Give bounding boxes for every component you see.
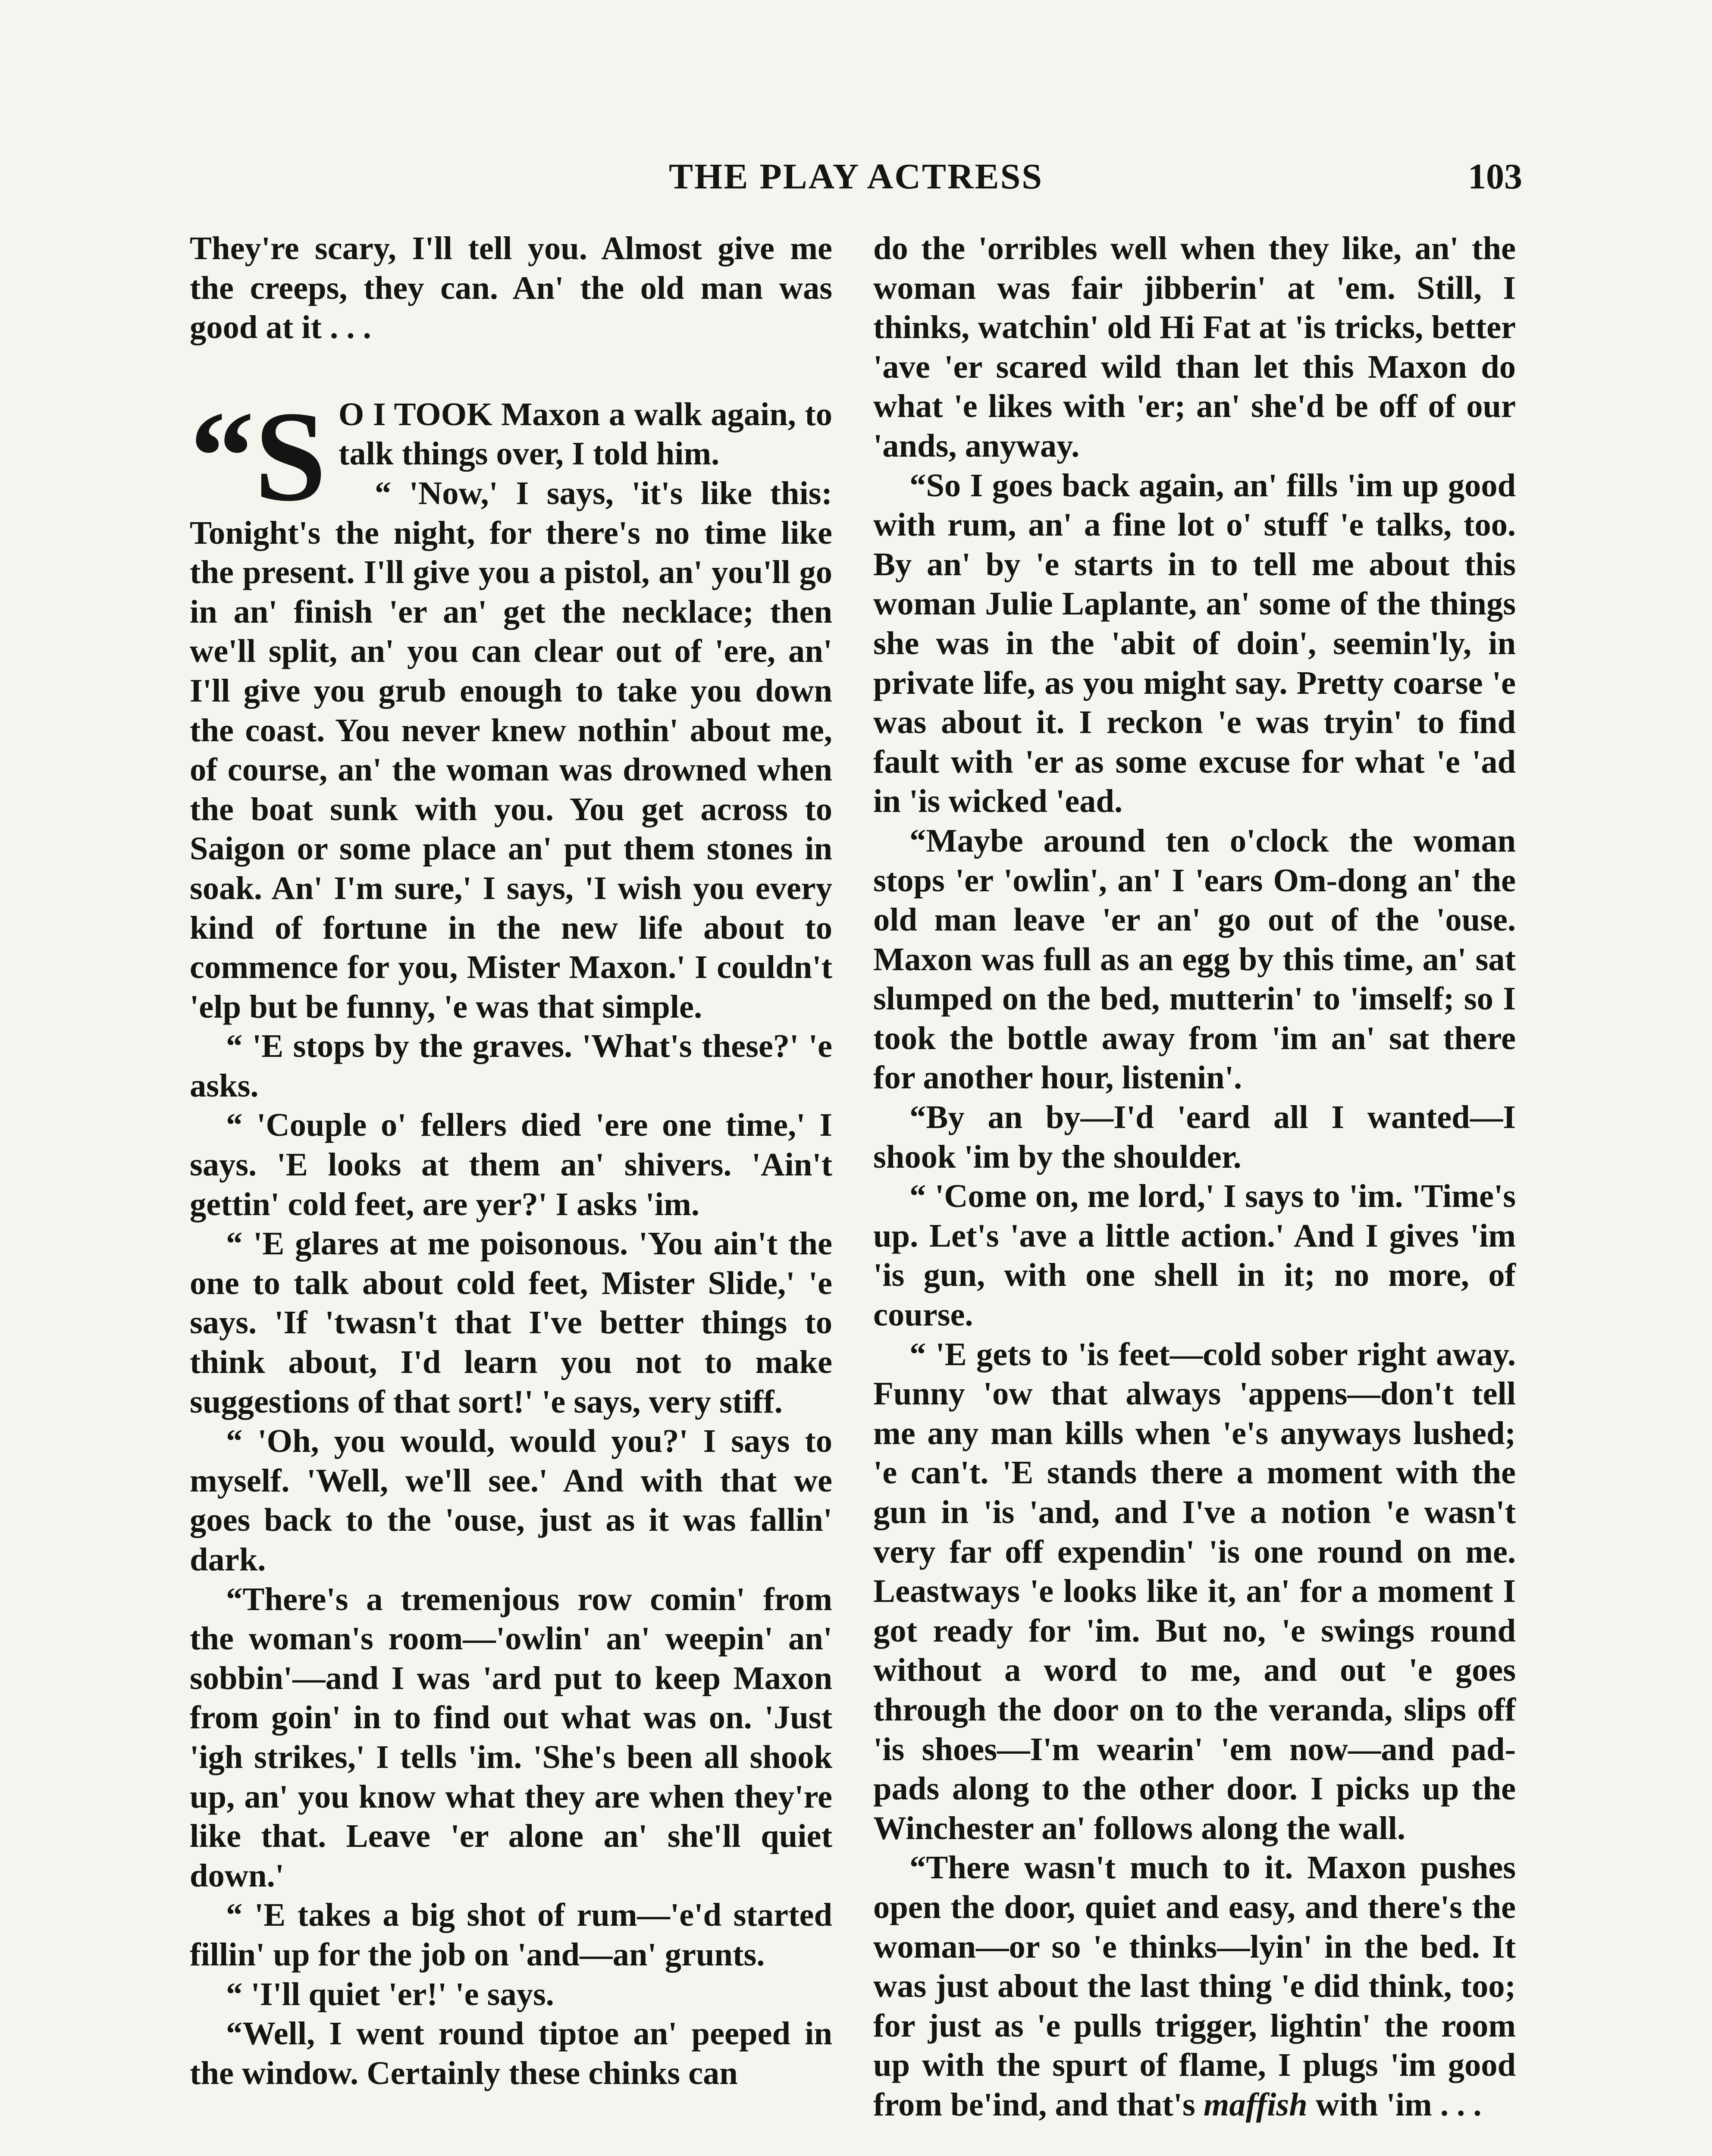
paragraph: “ 'Oh, you would, would you?' I says to myself. 'Well, we'll see.' And with that we goes back to the 'ouse, just as it was fallin' dark. bbox=[190, 1423, 832, 1578]
paragraph: “ 'I'll quiet 'er!' 'e says. bbox=[226, 1975, 554, 2012]
emphasis-word: maffish bbox=[1203, 2086, 1308, 2123]
paragraph: “There's a tremenjous row comin' from the woman's room—'owlin' an' weepin' an' sobbin'—and I was 'ard put to keep Maxon from goin' in to find out what was on. 'Just 'igh strikes,' I tells 'im. 'She's been all shook up, an' you know what they are when they're like that. Leave 'er alone an' she'll quiet down.' bbox=[190, 1580, 832, 1894]
paragraph: “So I goes back again, an' fills 'im up good with rum, an' a fine lot o' stuff 'e talks, too. By an' by 'e starts in to tell me about this woman Julie Laplante, an' some of the things she was in the 'abit of doin', seemin'ly, in private life, as you might say. Pretty coarse 'e was about it. I reckon 'e was tryin' to find fault with 'er as some excuse for what 'e 'ad in 'is wicked 'ead. bbox=[873, 467, 1516, 820]
paragraph: “Well, I went round tiptoe an' peeped in the window. Certainly these chinks can bbox=[190, 2015, 832, 2091]
drop-cap-letter: S bbox=[254, 384, 326, 528]
left-column bbox=[190, 229, 832, 2093]
paragraph: do the 'orribles well when they like, an' the woman was fair jibberin' at 'em. Still, I thinks, watchin' old Hi Fat at 'is tricks, better 'ave 'er scared wild than let this Maxon do what 'e likes with 'er; an' she'd be off of our 'ands, anyway. bbox=[873, 230, 1516, 464]
drop-cap-text: O I TOOK Maxon a walk again, to talk things over, I told him. bbox=[338, 395, 832, 472]
paragraph-text: “There wasn't much to it. Maxon pushes open the door, quiet and easy, and there's the woman—or so 'e thinks—lyin' in the bed. It was just about the last thing 'e did think, too; for just as 'e pulls trigger, lightin' the room up with the spurt of flame, I plugs 'im good from be'ind, and that's bbox=[873, 1849, 1516, 2123]
drop-cap-quote: “ bbox=[190, 384, 254, 528]
paragraph-final bbox=[873, 1848, 1516, 2124]
page-header bbox=[190, 153, 1522, 201]
paragraph: “ 'Come on, me lord,' I says to 'im. 'Time's up. Let's 'ave a little action.' And I gives 'im 'is gun, with one shell in it; no more, of course. bbox=[873, 1178, 1516, 1333]
paragraph: “ 'E takes a big shot of rum—'e'd started fillin' up for the job on 'and—an' grunts. bbox=[190, 1896, 832, 1973]
closing-text: with 'im . . . bbox=[1307, 2086, 1482, 2123]
paragraph: “ 'E glares at me poisonous. 'You ain't the one to talk about cold feet, Mister Slide,' 'e says. 'If 'twasn't that I've better things to think about, I'd learn you not to make suggestions of that sort!' 'e says, very stiff. bbox=[190, 1225, 832, 1420]
paragraph: They're scary, I'll tell you. Almost give me the creeps, they can. An' the old man was good at it . . . bbox=[190, 230, 832, 346]
running-title: THE PLAY ACTRESS bbox=[668, 157, 1044, 197]
paragraph: “ 'Couple o' fellers died 'ere one time,' I says. 'E looks at them an' shivers. 'Ain't gettin' cold feet, are yer?' I asks 'im. bbox=[190, 1106, 832, 1222]
paragraph: “Maybe around ten o'clock the woman stops 'er 'owlin', an' I 'ears Om-dong an' the old man leave 'er an' go out of the 'ouse. Maxon was full as an egg by this time, an' sat slumped on the bed, mutterin' to 'imself; so I took the bottle away from 'im an' sat there for another hour, listenin'. bbox=[873, 822, 1516, 1096]
paragraph: “ 'E stops by the graves. 'What's these?' 'e asks. bbox=[190, 1028, 832, 1104]
drop-cap-paragraph bbox=[190, 384, 832, 528]
paragraph: “ 'E gets to 'is feet—cold sober right away. Funny 'ow that always 'appens—don't tell me any man kills when 'e's anyways lushed; 'e can't. 'E stands there a moment with the gun in 'is 'and, and I've a notion 'e wasn't very far off expendin' 'is one round on me. Leastways 'e looks like it, an' for a moment I got ready for 'im. But no, 'e swings round without a word to me, and out 'e goes through the door on to the veranda, slips off 'is shoes—I'm wearin' 'em now—and pad-pads along to the other door. I picks up the Winchester an' follows along the wall. bbox=[873, 1335, 1516, 1846]
drop-cap bbox=[190, 384, 326, 528]
paragraph: “ 'Now,' I says, 'it's like this: Tonight's the night, for there's no time like the present. I'll give you a pistol, an' you'll go in an' finish 'er an' get the necklace; then we'll split, an' you can clear out of 'ere, an' I'll give you grub enough to take you down the coast. You never knew nothin' about me, of course, an' the woman was drowned when the boat sunk with you. You get across to Saigon or some place an' put them stones in soak. An' I'm sure,' I says, 'I wish you every kind of fortune in the new life about to commence for you, Mister Maxon.' I couldn't 'elp but be funny, 'e was that simple. bbox=[190, 474, 832, 1025]
page-number: 103 bbox=[1468, 157, 1522, 197]
paragraph: “By an by—I'd 'eard all I wanted—I shook 'im by the shoulder. bbox=[873, 1099, 1516, 1175]
right-column bbox=[873, 229, 1516, 2125]
